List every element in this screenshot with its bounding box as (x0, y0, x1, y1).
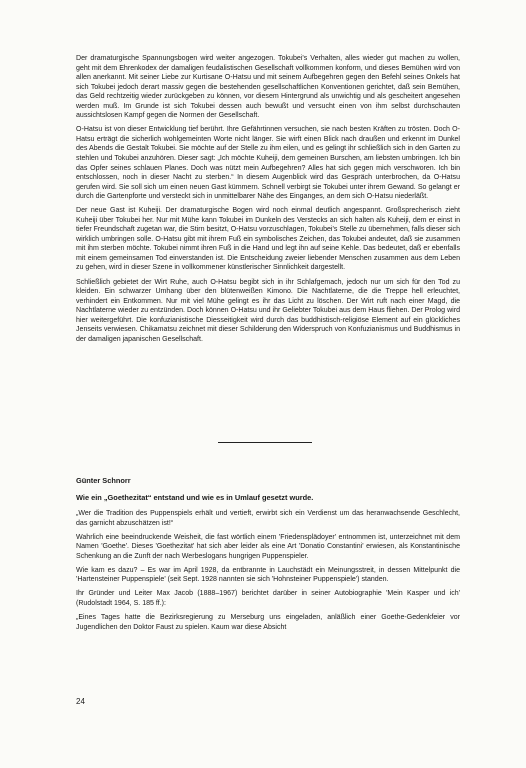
article-author: Günter Schnorr (76, 476, 131, 485)
paragraph: Der dramaturgische Spannungsbogen wird weiter angezogen. Tokubei's Verhalten, alles wieder gut machen zu wollen, geht mit dem Ehrenkodex der damaligen feudalistischen Gesellschaft vollkommen konform, und dieses Bemühen wird von allen anerkannt. Mit seiner Liebe zur Kurtisane O-Hatsu und mit seinem Aufbegehren gegen den Befehl seines Onkels hat sich Tokubei jedoch derart massiv gegen die bestehenden gesellschaftlichen Konventionen gerichtet, daß sein Bemühen, das Geld rechtzeitig wieder zurückgeben zu können, vor diesem Hintergrund als unwichtig und als gescheitert angesehen werden muß. Im Grunde ist sich Tokubei dessen auch bewußt und versucht einen von ihm selbst durchschauten aussichtslosen Kampf gegen die Normen der Gesellschaft. (76, 55, 460, 120)
article-continuation (76, 54, 460, 349)
paragraph: „Wer die Tradition des Puppenspiels erhält und vertieft, erwirbt sich ein Verdienst um das heranwachsende Geschlecht, das garnicht abzuschätzen ist!“ (76, 510, 460, 527)
paragraph: O-Hatsu ist von dieser Entwicklung tief berührt. Ihre Gefährtinnen versuchen, sie nach besten Kräften zu trösten. Doch O-Hatsu erträgt die sicherlich wohlgemeinten Worte nicht länger. Sie wirft einen Blick nach draußen und erkennt im Dunkel des Abends die Gestalt Tokubei. Sie möchte auf der Stelle zu ihm eilen, und es gelingt ihr schließlich sich in den Garten zu stehlen und Tokubei anzuhören. Dieser sagt: „Ich möchte Kuheiji, dem gemeinen Burschen, am liebsten umbringen. Ich bin das Opfer seines schlauen Planes. Doch was nützt mein Aufbegehren? Alles hat sich gegen mich verschworen. Ich bin entschlossen, noch in dieser Nacht zu sterben.“ In diesem Augenblick wird das Gespräch unterbrochen, da O-Hatsu gerufen wird. Sie soll sich um einen neuen Gast kümmern. Schnell verbirgt sie Tokubei unter ihrem Gewand. So gelangt er durch die Gartenpforte und versteckt sich in unmittelbarer Nähe des Einganges, an dem sich O-Hatsu niederläßt. (76, 126, 460, 201)
article-title: Wie ein „Goethezitat“ entstand und wie es in Umlauf gesetzt wurde. (76, 492, 314, 502)
paragraph: Schließlich gebietet der Wirt Ruhe, auch O-Hatsu begibt sich in ihr Schlafgemach, jedoch nur um sich für den Tod zu kleiden. Ein schwarzer Umhang über den blütenweißen Kimono. Die Nachtlaterne, die die Treppe hell erleuchtet, verhindert ein Entkommen. Nur mit viel Mühe gelingt es ihr das Licht zu löschen. Der Wirt ruft nach einer Magd, die Nachtlaterne wieder zu entzünden. Doch können O-Hatsu und ihr Geliebter Tokubei aus dem Haus fliehen. Der Prolog wird hier weitergeführt. Die konfuzianistische Diesseitigkeit wird durch das buddhistisch-religiöse Element auf ein glückliches Jenseits verwiesen. Chikamatsu zeichnet mit dieser Schilderung den Widerspruch von Konfuzianismus und Buddhismus in der damaligen japanischen Gesellschaft. (76, 278, 460, 343)
paragraph: Wahrlich eine beeindruckende Weisheit, die fast wörtlich einem 'Friedensplädoyer' entnommen ist, unterzeichnet mit dem Namen 'Goethe'. Dieses 'Goethezitat' hat sich aber leider als eine Art 'Donatio Constantini' erwiesen, als Konstantinische Schenkung an die Zunft der nach Werbeslogans hungrigen Puppenspieler. (76, 533, 460, 560)
paragraph: Ihr Gründer und Leiter Max Jacob (1888–1967) berichtet darüber in seiner Autobiographie 'Mein Kasper und ich' (Rudolstadt 1964, S. 185 ff.): (76, 590, 460, 607)
section-divider (218, 442, 312, 443)
paragraph: „Eines Tages hatte die Bezirksregierung zu Merseburg uns eingeladen, anläßlich einer Goethe-Gedenkfeier vor Jugendlichen den Doktor Faust zu spielen. Kaum war diese Absicht (76, 614, 460, 631)
article-goethezitat (76, 476, 460, 637)
page-number: 24 (76, 697, 85, 706)
paragraph: Wie kam es dazu? – Es war im April 1928, da entbrannte in Lauchstädt ein Meinungsstreit, in dessen Mittelpunkt die 'Hartensteiner Puppenspiele' (seit Sept. 1928 nannten sie sich 'Hohnsteiner Puppenspiele') standen. (76, 566, 460, 584)
paragraph: Der neue Gast ist Kuheiji. Der dramaturgische Bogen wird noch einmal deutlich angespannt. Großsprecherisch zieht Kuheiji über Tokubei her. Nur mit Mühe kann Tokubei im Dunkeln des Verstecks an sich halten als Kuheiji, dem er einst in tiefer Freundschaft zugetan war, die Stirn besitzt, O-Hatsu vorzuschlagen, Tokubei's Stelle zu übernehmen, falls dieser sich wirklich umbringen solle. O-Hatsu gibt mit ihrem Fuß ein symbolisches Zeichen, das Tokubei andeutet, daß sie zusammen mit ihm sterben möchte. Tokubei nimmt ihren Fuß in die Hand und legt ihn auf seine Kehle. Das bedeutet, daß er ebenfalls mit einem gemeinsamen Tod einverstanden ist. Die Entscheidung zweier liebender Menschen zusammen aus dem Leben zu gehen, wird in dieser Szene in vollkommener künstlerischer Sinnlichkeit dargestellt. (76, 207, 460, 272)
